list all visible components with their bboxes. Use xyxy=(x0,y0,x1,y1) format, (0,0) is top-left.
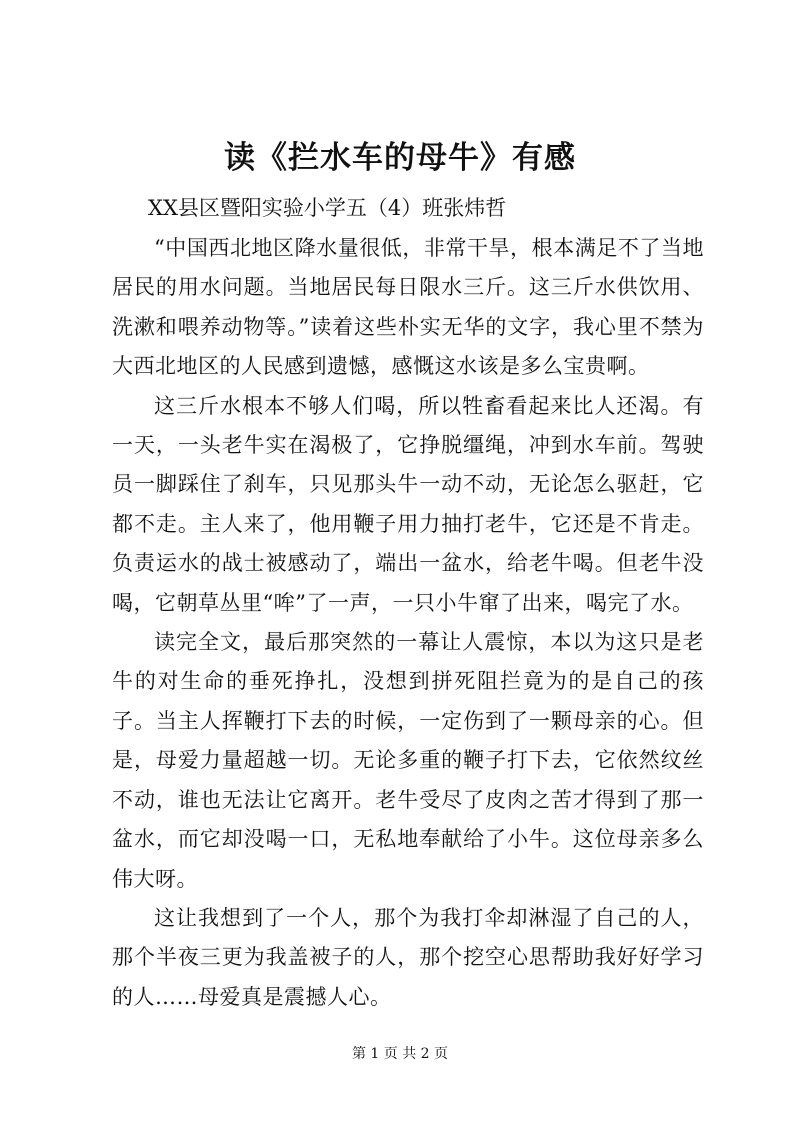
document-body xyxy=(112,229,704,1017)
paragraph-4: 这让我想到了一个人，那个为我打伞却淋湿了自己的人，那个半夜三更为我盖被子的人，那个挖空心思帮助我好好学习的人……母爱真是震撼人心。 xyxy=(112,905,704,1009)
paragraph-1: “中国西北地区降水量很低，非常干旱，根本满足不了当地居民的用水问题。当地居民每日限水三斤。这三斤水供饮用、洗漱和喂养动物等。”读着这些朴实无华的文字，我心里不禁为大西北地区的人民感到遗憾，感慨这水该是多么宝贵啊。 xyxy=(112,236,704,379)
paragraph-3: 读完全文，最后那突然的一幕让人震惊，本以为这只是老牛的对生命的垂死挣扎，没想到拼死阻拦竟为的是自己的孩子。当主人挥鞭打下去的时候，一定伤到了一颗母亲的心。但是，母爱力量超越一切。无论多重的鞭子打下去，它依然纹丝不动，谁也无法让它离开。老牛受尽了皮肉之苦才得到了那一盆水，而它却没喝一口，无私地奉献给了小牛。这位母亲多么伟大呀。 xyxy=(112,630,704,891)
page-number-footer: 第 1 页 共 2 页 xyxy=(351,1046,449,1062)
author-line: XX县区暨阳实验小学五（4）班张炜哲 xyxy=(148,196,507,220)
paragraph-2: 这三斤水根本不够人们喝，所以牲畜看起来比人还渴。有一天，一头老牛实在渴极了，它挣脱缰绳，冲到水车前。驾驶员一脚踩住了刹车，只见那头牛一动不动，无论怎么驱赶，它都不走。主人来了，他用鞭子用力抽打老牛，它还是不肯走。负责运水的战士被感动了，端出一盆水，给老牛喝。但老牛没喝，它朝草丛里“哞”了一声，一只小牛窜了出来，喝完了水。 xyxy=(112,393,704,615)
page-title: 读《拦水车的母牛》有感 xyxy=(224,140,576,176)
